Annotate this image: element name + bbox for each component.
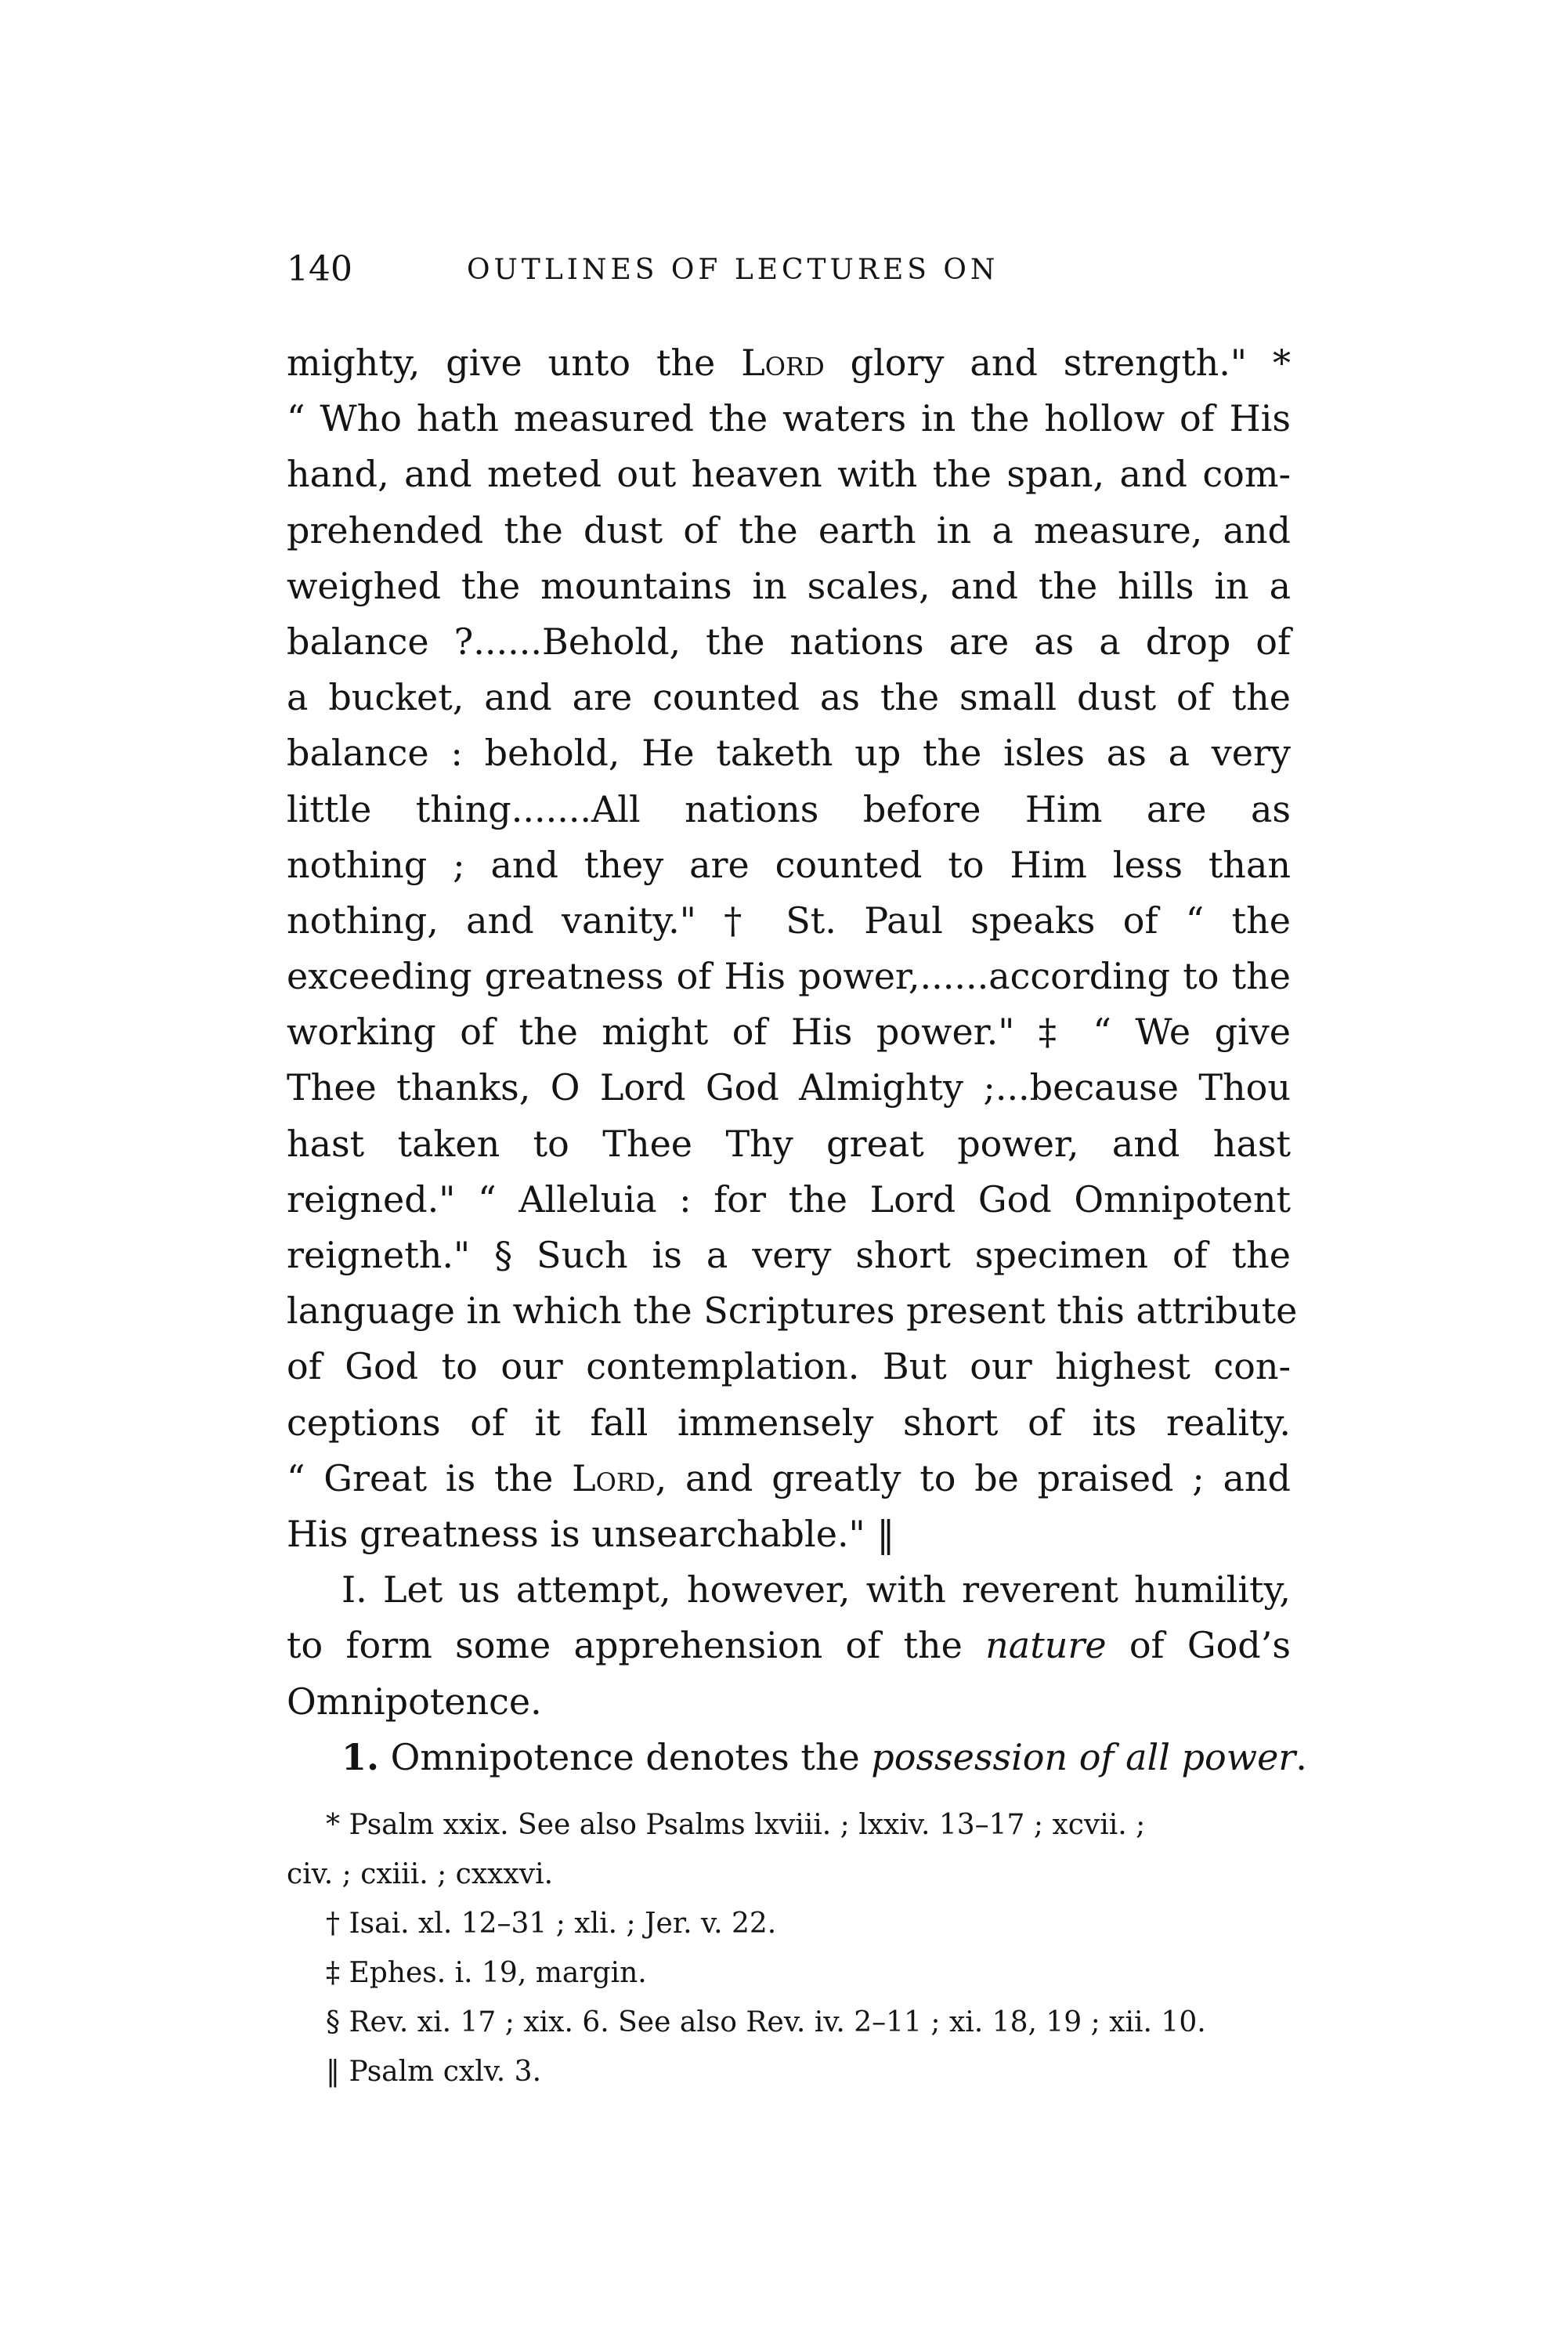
paragraph-2-line-1 — [287, 1562, 1291, 1618]
footnote-2: † Isai. xl. 12–31 ; xli. ; Jer. v. 22. — [326, 1908, 777, 1940]
line-text: working of the might of His power." ‡ “ We give — [287, 1011, 1291, 1054]
paragraph-1-line — [287, 1395, 1291, 1451]
paragraph-1-line — [287, 949, 1291, 1004]
page-number: 140 — [287, 249, 352, 289]
line-text: balance ?......Behold, the nations are as a drop of — [287, 620, 1291, 663]
paragraph-1-line — [287, 1339, 1291, 1394]
para3-emphasis: possession of all power — [871, 1735, 1296, 1778]
line-text: weighed the mountains in scales, and the hills in a — [287, 564, 1291, 607]
paragraph-2-line-3 — [287, 1674, 1291, 1730]
paragraph-1-line — [287, 1228, 1291, 1283]
footnote-3: ‡ Ephes. i. 19, margin. — [326, 1957, 647, 1989]
footnote-5: ‖ Psalm cxlv. 3. — [326, 2056, 542, 2088]
line-text: hast taken to Thee Thy great power, and hast — [287, 1122, 1291, 1165]
line-text: prehended the dust of the earth in a measure, and — [287, 508, 1291, 552]
paragraph-1-line — [287, 1116, 1291, 1172]
line-text: hand, and meted out heaven with the span, and com- — [287, 453, 1291, 496]
line-text: His greatness is unsearchable." ‖ — [287, 1512, 895, 1555]
line-text: reigneth." § Such is a very short specimen of the — [287, 1234, 1291, 1276]
paragraph-1-line — [287, 1060, 1291, 1116]
line-text: language in which the Scriptures present this attribute — [287, 1289, 1298, 1333]
para2-emphasis-nature: nature — [985, 1624, 1107, 1667]
para3-text-b: . — [1295, 1735, 1307, 1778]
line-text: a bucket, and are counted as the small dust of the — [287, 676, 1291, 719]
line-text: ceptions of it fall immensely short of its reality. — [287, 1401, 1291, 1444]
paragraph-1-line — [287, 670, 1291, 725]
paragraph-1-line — [287, 1506, 1291, 1562]
paragraph-1-line — [287, 782, 1291, 837]
page-header — [287, 249, 1297, 299]
paragraph-1-line — [287, 1004, 1291, 1060]
paragraph-2-line-2 — [287, 1618, 1291, 1673]
paragraph-1-line — [287, 335, 1291, 391]
footnote-1-continued: civ. ; cxiii. ; cxxxvi. — [287, 1858, 554, 1890]
running-head: OUTLINES OF LECTURES ON — [467, 254, 999, 286]
paragraph-1-line — [287, 1451, 1291, 1506]
para2-line1-text: I. Let us attempt, however, with reverent humility, — [341, 1568, 1291, 1611]
line-text: little thing.......All nations before Him are as — [287, 787, 1291, 830]
paragraph-1-line — [287, 559, 1291, 614]
line-text: mighty, give unto the — [287, 342, 742, 384]
line-text: , and greatly to be praised ; and — [655, 1456, 1291, 1499]
line-text: nothing ; and they are counted to Him less than — [287, 843, 1291, 886]
line-text: “ Great is the — [287, 1456, 573, 1499]
line-text: glory and strength." * — [824, 342, 1291, 384]
paragraph-1-line — [287, 725, 1291, 781]
footnotes — [287, 1800, 1297, 2096]
line-text: Thee thanks, O Lord God Almighty ;...because Thou — [287, 1066, 1291, 1109]
paragraph-1-line — [287, 391, 1291, 447]
line-text: “ Who hath measured the waters in the hollow of His — [287, 397, 1291, 440]
paragraph-1-line — [287, 447, 1291, 502]
para2-line2-text-a: to form some apprehension of the — [287, 1624, 986, 1667]
footnote-1: * Psalm xxix. See also Psalms lxviii. ; lxxiv. 13–17 ; xcvii. ; — [326, 1809, 1146, 1841]
paragraph-1-line — [287, 893, 1291, 949]
footnote-4: § Rev. xi. 17 ; xix. 6. See also Rev. iv. 2–11 ; xi. 18, 19 ; xii. 10. — [326, 2006, 1206, 2038]
body-text — [287, 335, 1307, 1785]
paragraph-1-line — [287, 503, 1291, 559]
small-caps-lord: Lord — [741, 342, 825, 384]
paragraph-1-line — [287, 837, 1291, 893]
line-text: nothing, and vanity." † St. Paul speaks of “ the — [287, 899, 1291, 942]
small-caps-lord: Lord — [572, 1456, 656, 1499]
paragraph-1 — [287, 335, 1298, 1562]
line-text: balance : behold, He taketh up the isles as a very — [287, 732, 1291, 775]
paragraph-1-line — [287, 614, 1291, 670]
line-text: reigned." “ Alleluia : for the Lord God Omnipotent — [287, 1177, 1291, 1221]
paragraph-1-line — [287, 1172, 1291, 1228]
para3-number: 1. — [341, 1735, 380, 1778]
line-text: of God to our contemplation. But our highest con- — [287, 1345, 1291, 1388]
para2-line2-text-b: of God’s — [1106, 1624, 1291, 1667]
paragraph-3 — [287, 1730, 1307, 1785]
para2-line3-text: Omnipotence. — [287, 1680, 542, 1723]
paragraph-1-line — [287, 1283, 1298, 1339]
line-text: exceeding greatness of His power,......according to the — [287, 955, 1291, 998]
para3-text-a: Omnipotence denotes the — [379, 1735, 872, 1778]
